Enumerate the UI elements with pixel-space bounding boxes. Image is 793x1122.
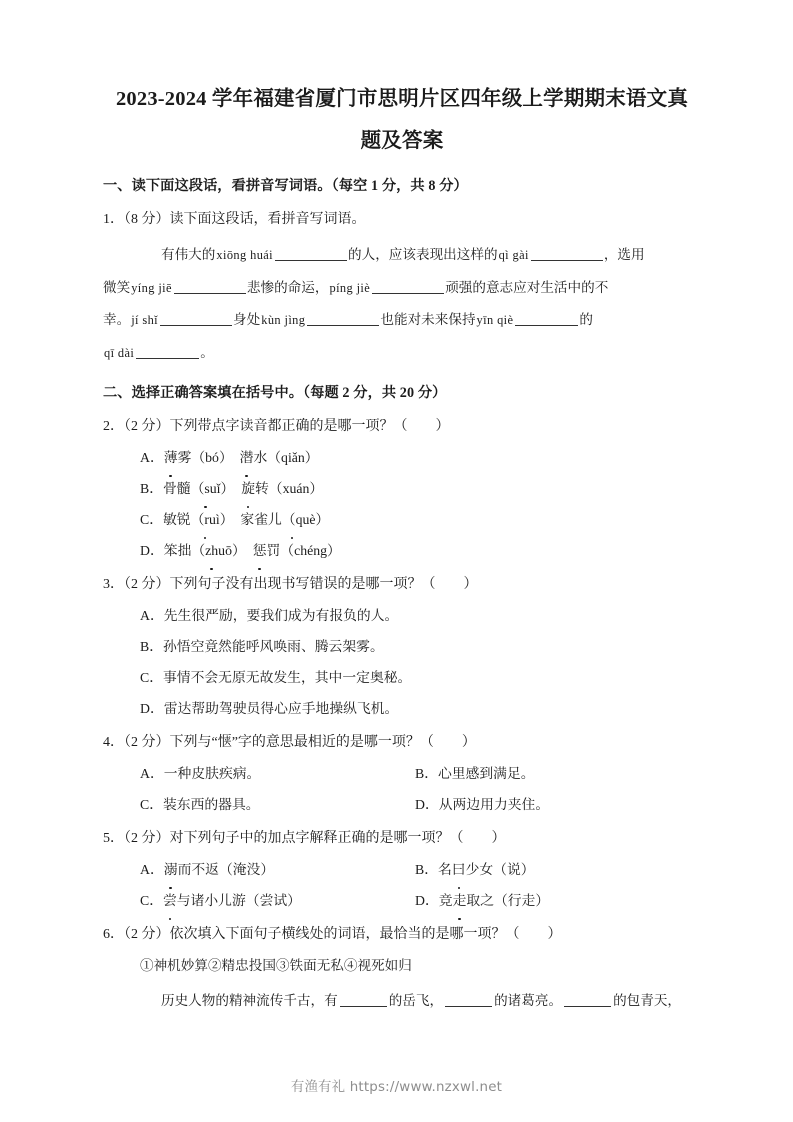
option-text: 一种皮肤疾病。 xyxy=(163,766,261,781)
option-label: C． xyxy=(140,512,163,527)
option-label: A． xyxy=(140,766,164,781)
answer-blank[interactable] xyxy=(340,992,387,1007)
passage-text: 历史人物的精神流传千古，有 xyxy=(161,993,338,1008)
passage-text: 的 xyxy=(579,312,594,327)
emphasis-dot-char: 曰 xyxy=(452,854,466,885)
emphasis-dot-char: 尝 xyxy=(163,885,177,916)
question-6-stem: 6．（2 分）依次填入下面句子横线处的词语，最恰当的是哪一项？（ ） xyxy=(103,927,562,942)
option-text: 骨 xyxy=(163,481,177,496)
passage-text: 的诸葛亮。 xyxy=(494,993,563,1008)
question-4-stem: 4．（2 分）下列与“惬”字的意思最相近的是哪一项？（ ） xyxy=(103,735,476,750)
option-text: 雷达帮助驾驶员得心应手地操纵飞机。 xyxy=(163,701,399,716)
passage-text: 的岳飞， xyxy=(388,993,444,1008)
option-text: 孙悟空竟然能呼风唤雨、腾云架雾。 xyxy=(163,639,384,654)
section-heading-2: 二、选择正确答案填在括号中。（每题 2 分，共 20 分） xyxy=(103,385,447,401)
passage-text: 也能对未来保持 xyxy=(380,312,476,327)
option-text: 与诸小儿游（尝试） xyxy=(176,893,301,908)
option-text: 取之（行走） xyxy=(466,893,550,908)
option-label: A． xyxy=(140,450,164,465)
option-text: 少女（说） xyxy=(465,862,535,877)
option-b[interactable] xyxy=(103,473,701,504)
emphasis-dot-char: 薄 xyxy=(164,442,178,473)
option-label: B． xyxy=(415,766,438,781)
pinyin-ping-jie: píng jiè xyxy=(329,280,371,295)
option-a[interactable] xyxy=(140,854,415,885)
emphasis-dot-char: 拙（zhuō） xyxy=(178,535,246,566)
passage-text: 的包青天， xyxy=(613,993,682,1008)
option-label: B． xyxy=(140,481,163,496)
passage-text: 。 xyxy=(200,344,214,360)
option-label: A． xyxy=(140,608,164,623)
option-d[interactable] xyxy=(415,789,549,820)
answer-blank[interactable] xyxy=(174,279,246,294)
passage-line-2 xyxy=(103,272,701,305)
option-row xyxy=(103,885,701,916)
passage-text: 身处 xyxy=(233,312,261,327)
emphasis-dot-char: 锐（ruì） xyxy=(177,504,234,535)
emphasis-dot-char: 雀儿（què） xyxy=(254,504,329,535)
answer-blank[interactable] xyxy=(515,311,578,326)
passage-text: 微笑 xyxy=(103,279,131,295)
emphasis-dot-char: 惩 xyxy=(253,535,267,566)
passage-line-4 xyxy=(103,337,701,370)
option-c[interactable] xyxy=(140,885,415,916)
answer-blank[interactable] xyxy=(160,311,232,326)
pinyin-qi-gai: qì gài xyxy=(498,248,529,262)
pinyin-xiong-huai: xiōng huái xyxy=(216,248,274,262)
option-row xyxy=(103,789,701,820)
option-a[interactable] xyxy=(140,758,415,789)
option-text: 雾（bó） xyxy=(177,450,233,465)
answer-blank[interactable] xyxy=(564,992,611,1007)
option-text: 水（qiǎn） xyxy=(253,450,319,465)
option-label: A． xyxy=(140,862,164,877)
option-d[interactable] xyxy=(415,885,549,916)
pinyin-kun-jing: kùn jìng xyxy=(261,313,306,327)
option-label: C． xyxy=(140,893,163,908)
option-d[interactable] xyxy=(103,693,701,724)
passage-text: 有伟大的 xyxy=(161,247,216,262)
option-text: 竞 xyxy=(438,893,453,908)
question-2-stem: 2．（2 分）下列带点字读音都正确的是哪一项？（ ） xyxy=(103,419,450,434)
question-6-passage xyxy=(103,985,701,1017)
option-row xyxy=(103,854,701,885)
option-text: 敏 xyxy=(163,512,177,527)
option-text: 心里感到满足。 xyxy=(438,766,535,781)
pinyin-ying-jie: yíng jiē xyxy=(131,280,172,295)
page-title: 2023-2024 学年福建省厦门市思明片区四年级上学期期末语文真题及答案 xyxy=(115,88,689,152)
option-d[interactable] xyxy=(103,535,701,566)
question-2-options xyxy=(103,442,701,566)
option-b[interactable] xyxy=(415,854,535,885)
passage-text: 的人，应该表现出这样的 xyxy=(348,247,498,262)
question-4-options xyxy=(103,758,701,820)
option-c[interactable] xyxy=(140,789,415,820)
question-3-stem: 3．（2 分）下列句子没有出现书写错误的是哪一项？（ ） xyxy=(103,577,478,592)
option-a[interactable] xyxy=(103,600,701,631)
option-label: D． xyxy=(415,893,439,908)
option-text: 先生很严励，要我们成为有报负的人。 xyxy=(163,608,399,623)
option-label: D． xyxy=(140,543,164,558)
option-row xyxy=(103,758,701,789)
answer-blank[interactable] xyxy=(372,279,444,294)
option-c[interactable] xyxy=(103,504,701,535)
section-heading-1: 一、读下面这段话，看拼音写词语。（每空 1 分，共 8 分） xyxy=(103,178,468,194)
emphasis-dot-char: 髓（suǐ） xyxy=(177,473,235,504)
question-6-idiom-list: ①神机妙算②精忠投国③铁面无私④视死如归 xyxy=(140,958,412,973)
pinyin-ji-shi: jí shǐ xyxy=(131,313,159,327)
option-text: 事情不会无原无故发生，其中一定奥秘。 xyxy=(163,670,412,685)
pinyin-qi-dai: qī dài xyxy=(104,345,135,360)
passage-text: 悲惨的命运， xyxy=(246,279,329,295)
footer-watermark: 有渔有礼 https://www.nzxwl.net xyxy=(290,1080,503,1095)
option-text: 转（xuán） xyxy=(255,481,324,496)
answer-blank[interactable] xyxy=(275,246,347,261)
answer-blank[interactable] xyxy=(445,992,492,1007)
emphasis-dot-char: 溺 xyxy=(164,854,178,885)
answer-blank[interactable] xyxy=(531,246,603,261)
option-label: D． xyxy=(415,797,439,812)
question-3-options xyxy=(103,600,701,724)
question-1-passage xyxy=(103,239,701,369)
passage-text: ，选用 xyxy=(603,247,645,262)
emphasis-dot-char: 潜 xyxy=(240,442,254,473)
option-text: 装东西的器具。 xyxy=(163,797,260,812)
option-b[interactable] xyxy=(415,758,535,789)
option-label: C． xyxy=(140,797,163,812)
option-text: 而不返（淹没） xyxy=(177,862,275,877)
passage-text: 幸。 xyxy=(103,312,131,327)
passage-line-3 xyxy=(103,304,701,337)
answer-blank[interactable] xyxy=(136,344,199,359)
question-5-stem: 5．（2 分）对下列句子中的加点字解释正确的是哪一项？（ ） xyxy=(103,831,506,846)
answer-blank[interactable] xyxy=(307,311,379,326)
option-a[interactable] xyxy=(103,442,701,473)
option-text: 笨 xyxy=(163,543,178,558)
option-text: 家 xyxy=(240,512,255,527)
option-text: 从两边用力夹住。 xyxy=(438,797,550,812)
pinyin-yin-qie: yīn qiè xyxy=(476,313,514,327)
option-c[interactable] xyxy=(103,662,701,693)
passage-text: 顽强的意志应对生活中的不 xyxy=(445,279,609,295)
option-b[interactable] xyxy=(103,631,701,662)
question-5-options xyxy=(103,854,701,916)
passage-line-1 xyxy=(103,985,701,1017)
option-label: B． xyxy=(140,639,163,654)
emphasis-dot-char: 走 xyxy=(453,885,467,916)
passage-line-1 xyxy=(103,239,701,272)
option-label: B． xyxy=(415,862,438,877)
option-text: 名 xyxy=(438,862,452,877)
option-label: D． xyxy=(140,701,164,716)
option-text: 罚（chéng） xyxy=(266,543,341,558)
option-label: C． xyxy=(140,670,163,685)
question-1-stem: 1．（8 分）读下面这段话，看拼音写词语。 xyxy=(103,212,366,227)
emphasis-dot-char: 旋 xyxy=(241,473,255,504)
